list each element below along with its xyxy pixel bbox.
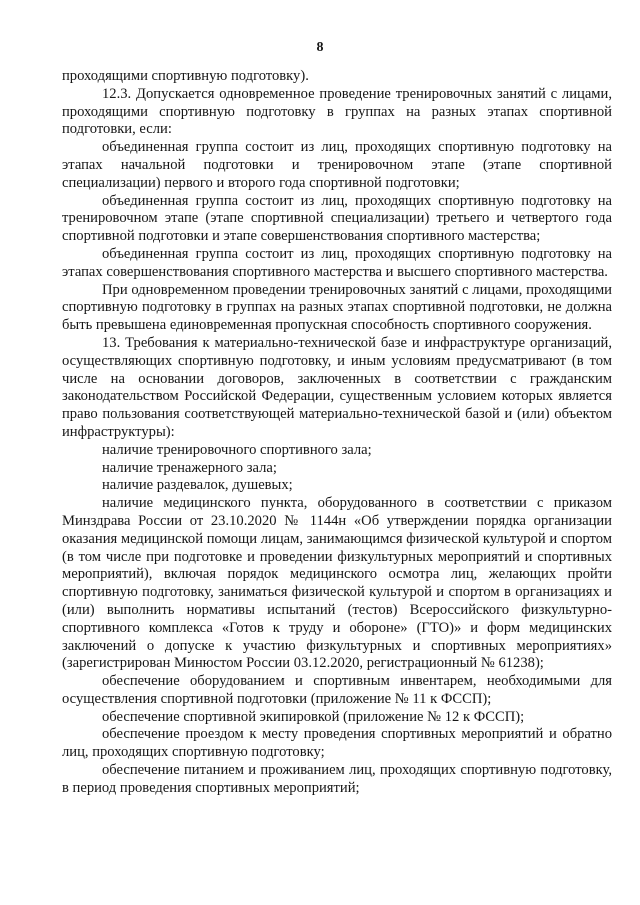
list-item-medical-point: наличие медицинского пункта, оборудованного в соответствии с приказом Минздрава России от 23.10.2020 № 1144н «Об утверждении порядка организации оказания медицинской помощи лицам, занимающимся физической культурой и спортом (в том числе при подготовке и проведении физкультурных мероприятий и спортивных мероприятий), включая порядок медицинского осмотра лиц, желающих пройти спортивную подготовку, заниматься физической культурой и спортом в организациях и (или) выполнить нормативы испытаний (тестов) Всероссийского физкультурно-спортивного комплекса «Готов к труду и обороне» (ГТО)» и форм медицинских заключений о допуске к участию физкультурных и спортивных мероприятиях» (зарегистрирован Минюстом России 03.12.2020, регистрационный № 61238); xyxy=(62,495,612,672)
paragraph-13: 13. Требования к материально-технической базе и инфраструктуре организаций, осуществляющих спортивную подготовку, и иным условиям предусматривают (в том числе на основании договоров, заключенных в соответствии с гражданским законодательством Российской Федерации, существенным условием которых является право пользования соответствующей материально-технической базой и (или) объектом инфраструктуры): xyxy=(62,334,612,440)
list-item-combined-group-3: объединенная группа состоит из лиц, проходящих спортивную подготовку на этапах совершенствования спортивного мастерства и высшего спортивного мастерства. xyxy=(62,245,612,280)
list-item-equipment: обеспечение оборудованием и спортивным инвентарем, необходимыми для осуществления спортивной подготовки (приложение № 11 к ФССП); xyxy=(62,673,612,707)
list-item-food-lodging: обеспечение питанием и проживанием лиц, проходящих спортивную подготовку, в период проведения спортивных мероприятий; xyxy=(62,762,612,796)
document-body xyxy=(62,68,612,798)
list-item-gym: наличие тренажерного зала; xyxy=(102,459,277,476)
list-item-combined-group-2: объединенная группа состоит из лиц, проходящих спортивную подготовку на тренировочном этапе (этапе спортивной специализации) третьего и четвертого года спортивной подготовки и этапе совершенствования спортивного мастерства; xyxy=(62,192,612,245)
list-item-training-hall: наличие тренировочного спортивного зала; xyxy=(102,441,372,458)
paragraph-12-3: 12.3. Допускается одновременное проведение тренировочных занятий с лицами, проходящими спортивную подготовку в группах на разных этапах спортивной подготовки, если: xyxy=(62,85,612,138)
paragraph-continuation: проходящими спортивную подготовку). xyxy=(62,68,309,84)
page-number: 8 xyxy=(316,40,324,55)
list-item-transport: обеспечение проездом к месту проведения спортивных мероприятий и обратно лиц, проходящих спортивную подготовку; xyxy=(62,726,612,761)
list-item-changing-rooms: наличие раздевалок, душевых; xyxy=(102,477,293,494)
list-item-outfit: обеспечение спортивной экипировкой (приложение № 12 к ФССП); xyxy=(102,708,525,725)
list-item-combined-group-1: объединенная группа состоит из лиц, проходящих спортивную подготовку на этапах начальной подготовки и тренировочном этапе (этапе спортивной специализации) первого и второго года спортивной подготовки; xyxy=(62,139,612,191)
paragraph-capacity-note: При одновременном проведении тренировочных занятий с лицами, проходящими спортивную подготовку в группах на разных этапах спортивной подготовки, не должна быть превышена единовременная пропускная способность спортивного сооружения. xyxy=(62,281,612,334)
